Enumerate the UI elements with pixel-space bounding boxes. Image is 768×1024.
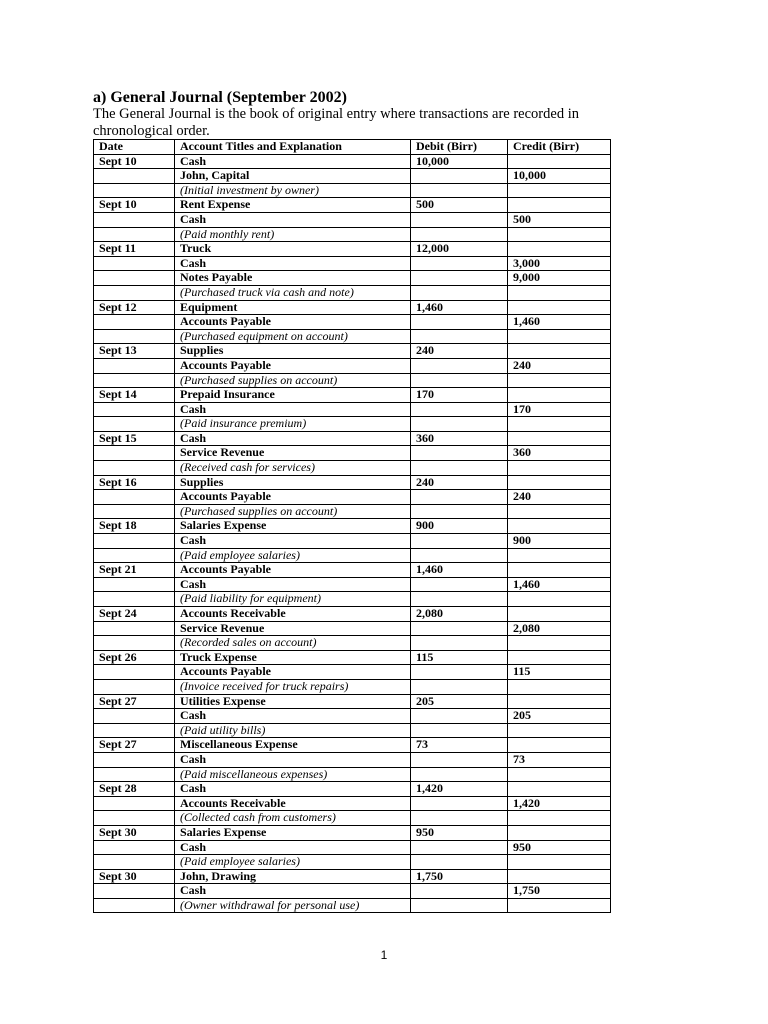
account-title: Cash (175, 212, 411, 227)
table-row (94, 461, 611, 476)
entry-date-empty (94, 723, 175, 738)
table-row (94, 431, 611, 446)
account-title: Accounts Payable (175, 315, 411, 330)
table-row (94, 198, 611, 213)
table-row (94, 300, 611, 315)
entry-date (94, 446, 175, 461)
account-title: Supplies (175, 344, 411, 359)
credit-amount (508, 300, 611, 315)
account-title: Accounts Receivable (175, 607, 411, 622)
debit-amount (411, 534, 508, 549)
debit-amount (411, 358, 508, 373)
table-row (94, 329, 611, 344)
table-row (94, 650, 611, 665)
account-title: Salaries Expense (175, 519, 411, 534)
account-title: Rent Expense (175, 198, 411, 213)
account-title: Cash (175, 840, 411, 855)
credit-amount (508, 475, 611, 490)
entry-explanation: (Paid utility bills) (175, 723, 411, 738)
entry-date: Sept 14 (94, 388, 175, 403)
table-row (94, 344, 611, 359)
entry-date-empty (94, 811, 175, 826)
debit-amount-empty (411, 373, 508, 388)
credit-amount-empty (508, 548, 611, 563)
credit-amount (508, 694, 611, 709)
account-title: Miscellaneous Expense (175, 738, 411, 753)
debit-amount: 73 (411, 738, 508, 753)
credit-amount-empty (508, 592, 611, 607)
entry-date: Sept 11 (94, 242, 175, 257)
account-title: John, Drawing (175, 869, 411, 884)
credit-amount: 1,420 (508, 796, 611, 811)
account-title: Accounts Payable (175, 563, 411, 578)
table-row (94, 825, 611, 840)
entry-date-empty (94, 679, 175, 694)
entry-date: Sept 15 (94, 431, 175, 446)
credit-amount: 205 (508, 709, 611, 724)
table-row (94, 782, 611, 797)
credit-amount (508, 650, 611, 665)
table-row (94, 738, 611, 753)
account-title: Notes Payable (175, 271, 411, 286)
table-row (94, 169, 611, 184)
credit-amount (508, 825, 611, 840)
entry-date (94, 621, 175, 636)
account-title: Cash (175, 782, 411, 797)
debit-amount (411, 212, 508, 227)
intro-paragraph: The General Journal is the book of original entry where transactions are recorded in chronological order. (93, 106, 579, 139)
account-title: Cash (175, 154, 411, 169)
entry-date (94, 665, 175, 680)
entry-date-empty (94, 285, 175, 300)
table-row (94, 388, 611, 403)
account-title: Cash (175, 431, 411, 446)
entry-date (94, 796, 175, 811)
table-row (94, 548, 611, 563)
table-row (94, 285, 611, 300)
table-row (94, 665, 611, 680)
page-number: 1 (380, 948, 388, 962)
credit-amount: 170 (508, 402, 611, 417)
entry-date: Sept 27 (94, 694, 175, 709)
account-title: Cash (175, 256, 411, 271)
debit-amount-empty (411, 285, 508, 300)
debit-amount: 1,460 (411, 300, 508, 315)
account-title: Cash (175, 577, 411, 592)
debit-amount-empty (411, 898, 508, 913)
entry-date: Sept 30 (94, 825, 175, 840)
table-row (94, 227, 611, 242)
credit-amount (508, 388, 611, 403)
table-row (94, 212, 611, 227)
debit-amount: 950 (411, 825, 508, 840)
entry-date (94, 840, 175, 855)
table-row (94, 607, 611, 622)
table-row (94, 446, 611, 461)
entry-explanation: (Invoice received for truck repairs) (175, 679, 411, 694)
debit-amount-empty (411, 461, 508, 476)
account-title: Accounts Payable (175, 358, 411, 373)
table-row (94, 767, 611, 782)
debit-amount: 240 (411, 475, 508, 490)
header-credit: Credit (Birr) (508, 140, 611, 155)
table-row (94, 490, 611, 505)
credit-amount-empty (508, 461, 611, 476)
table-row (94, 796, 611, 811)
debit-amount (411, 490, 508, 505)
entry-date (94, 490, 175, 505)
credit-amount: 10,000 (508, 169, 611, 184)
entry-date-empty (94, 504, 175, 519)
table-row (94, 183, 611, 198)
entry-date (94, 752, 175, 767)
credit-amount (508, 563, 611, 578)
table-row (94, 256, 611, 271)
debit-amount-empty (411, 855, 508, 870)
debit-amount-empty (411, 417, 508, 432)
entry-date-empty (94, 548, 175, 563)
credit-amount: 500 (508, 212, 611, 227)
debit-amount: 170 (411, 388, 508, 403)
account-title: John, Capital (175, 169, 411, 184)
debit-amount: 1,460 (411, 563, 508, 578)
debit-amount (411, 169, 508, 184)
credit-amount: 1,460 (508, 577, 611, 592)
entry-date: Sept 16 (94, 475, 175, 490)
debit-amount: 10,000 (411, 154, 508, 169)
account-title: Cash (175, 709, 411, 724)
table-row (94, 898, 611, 913)
credit-amount: 240 (508, 490, 611, 505)
credit-amount: 1,750 (508, 884, 611, 899)
entry-explanation: (Paid miscellaneous expenses) (175, 767, 411, 782)
entry-explanation: (Paid monthly rent) (175, 227, 411, 242)
credit-amount (508, 607, 611, 622)
debit-amount-empty (411, 636, 508, 651)
credit-amount (508, 869, 611, 884)
debit-amount: 115 (411, 650, 508, 665)
table-row (94, 869, 611, 884)
credit-amount-empty (508, 679, 611, 694)
credit-amount (508, 431, 611, 446)
account-title: Utilities Expense (175, 694, 411, 709)
table-row (94, 577, 611, 592)
credit-amount-empty (508, 329, 611, 344)
debit-amount-empty (411, 679, 508, 694)
header-account: Account Titles and Explanation (175, 140, 411, 155)
entry-date (94, 169, 175, 184)
entry-date (94, 256, 175, 271)
credit-amount-empty (508, 183, 611, 198)
credit-amount: 3,000 (508, 256, 611, 271)
entry-date: Sept 24 (94, 607, 175, 622)
entry-explanation: (Owner withdrawal for personal use) (175, 898, 411, 913)
credit-amount-empty (508, 723, 611, 738)
entry-date (94, 884, 175, 899)
debit-amount-empty (411, 183, 508, 198)
entry-explanation: (Received cash for services) (175, 461, 411, 476)
table-row (94, 315, 611, 330)
account-title: Cash (175, 752, 411, 767)
credit-amount-empty (508, 373, 611, 388)
credit-amount: 900 (508, 534, 611, 549)
account-title: Service Revenue (175, 446, 411, 461)
entry-date-empty (94, 767, 175, 782)
debit-amount (411, 315, 508, 330)
account-title: Accounts Receivable (175, 796, 411, 811)
debit-amount (411, 840, 508, 855)
debit-amount-empty (411, 548, 508, 563)
credit-amount (508, 242, 611, 257)
debit-amount: 500 (411, 198, 508, 213)
table-row (94, 694, 611, 709)
entry-date (94, 358, 175, 373)
account-title: Cash (175, 884, 411, 899)
debit-amount: 205 (411, 694, 508, 709)
debit-amount (411, 796, 508, 811)
entry-date: Sept 27 (94, 738, 175, 753)
entry-date-empty (94, 898, 175, 913)
table-row (94, 840, 611, 855)
page-title: a) General Journal (September 2002) (93, 89, 347, 106)
entry-date-empty (94, 592, 175, 607)
entry-explanation: (Purchased truck via cash and note) (175, 285, 411, 300)
debit-amount (411, 271, 508, 286)
debit-amount (411, 884, 508, 899)
table-row (94, 621, 611, 636)
debit-amount: 2,080 (411, 607, 508, 622)
table-row (94, 417, 611, 432)
account-title: Accounts Payable (175, 490, 411, 505)
general-journal-table (93, 139, 611, 913)
credit-amount (508, 198, 611, 213)
credit-amount: 950 (508, 840, 611, 855)
entry-date-empty (94, 227, 175, 242)
header-date: Date (94, 140, 175, 155)
table-row (94, 636, 611, 651)
entry-date-empty (94, 417, 175, 432)
entry-date-empty (94, 636, 175, 651)
debit-amount (411, 446, 508, 461)
debit-amount: 900 (411, 519, 508, 534)
entry-date: Sept 10 (94, 198, 175, 213)
entry-explanation: (Paid insurance premium) (175, 417, 411, 432)
debit-amount-empty (411, 723, 508, 738)
debit-amount-empty (411, 592, 508, 607)
entry-date: Sept 13 (94, 344, 175, 359)
table-row (94, 402, 611, 417)
entry-explanation: (Paid employee salaries) (175, 548, 411, 563)
entry-date: Sept 28 (94, 782, 175, 797)
entry-explanation: (Recorded sales on account) (175, 636, 411, 651)
account-title: Equipment (175, 300, 411, 315)
account-title: Prepaid Insurance (175, 388, 411, 403)
entry-date (94, 402, 175, 417)
debit-amount: 1,420 (411, 782, 508, 797)
entry-date (94, 315, 175, 330)
credit-amount: 2,080 (508, 621, 611, 636)
table-row (94, 855, 611, 870)
credit-amount-empty (508, 767, 611, 782)
table-row (94, 811, 611, 826)
debit-amount: 12,000 (411, 242, 508, 257)
table-row (94, 271, 611, 286)
table-row (94, 242, 611, 257)
entry-date-empty (94, 183, 175, 198)
entry-date (94, 709, 175, 724)
debit-amount (411, 621, 508, 636)
credit-amount-empty (508, 636, 611, 651)
entry-explanation: (Paid employee salaries) (175, 855, 411, 870)
debit-amount-empty (411, 504, 508, 519)
entry-explanation: (Purchased supplies on account) (175, 504, 411, 519)
entry-date: Sept 10 (94, 154, 175, 169)
debit-amount: 360 (411, 431, 508, 446)
table-row (94, 709, 611, 724)
table-row (94, 534, 611, 549)
credit-amount (508, 738, 611, 753)
entry-explanation: (Paid liability for equipment) (175, 592, 411, 607)
table-row (94, 723, 611, 738)
entry-explanation: (Purchased equipment on account) (175, 329, 411, 344)
account-title: Supplies (175, 475, 411, 490)
entry-explanation: (Purchased supplies on account) (175, 373, 411, 388)
entry-date: Sept 18 (94, 519, 175, 534)
entry-date (94, 271, 175, 286)
credit-amount: 115 (508, 665, 611, 680)
credit-amount (508, 344, 611, 359)
entry-date-empty (94, 461, 175, 476)
table-row (94, 475, 611, 490)
entry-date-empty (94, 855, 175, 870)
credit-amount: 73 (508, 752, 611, 767)
account-title: Truck (175, 242, 411, 257)
credit-amount-empty (508, 898, 611, 913)
entry-explanation: (Collected cash from customers) (175, 811, 411, 826)
table-row (94, 679, 611, 694)
debit-amount (411, 402, 508, 417)
table-header-row (94, 140, 611, 155)
debit-amount-empty (411, 767, 508, 782)
table-row (94, 884, 611, 899)
entry-date: Sept 12 (94, 300, 175, 315)
entry-date-empty (94, 373, 175, 388)
entry-date (94, 577, 175, 592)
debit-amount (411, 665, 508, 680)
entry-date: Sept 26 (94, 650, 175, 665)
credit-amount-empty (508, 285, 611, 300)
credit-amount-empty (508, 811, 611, 826)
debit-amount (411, 256, 508, 271)
entry-explanation: (Initial investment by owner) (175, 183, 411, 198)
table-row (94, 154, 611, 169)
entry-date (94, 534, 175, 549)
account-title: Salaries Expense (175, 825, 411, 840)
debit-amount (411, 709, 508, 724)
credit-amount (508, 519, 611, 534)
account-title: Cash (175, 534, 411, 549)
account-title: Cash (175, 402, 411, 417)
credit-amount: 360 (508, 446, 611, 461)
debit-amount-empty (411, 329, 508, 344)
credit-amount: 1,460 (508, 315, 611, 330)
debit-amount-empty (411, 811, 508, 826)
credit-amount-empty (508, 504, 611, 519)
header-debit: Debit (Birr) (411, 140, 508, 155)
table-row (94, 519, 611, 534)
table-row (94, 752, 611, 767)
entry-date (94, 212, 175, 227)
credit-amount-empty (508, 227, 611, 242)
account-title: Truck Expense (175, 650, 411, 665)
table-row (94, 373, 611, 388)
credit-amount: 240 (508, 358, 611, 373)
entry-date-empty (94, 329, 175, 344)
debit-amount: 1,750 (411, 869, 508, 884)
table-row (94, 358, 611, 373)
table-row (94, 504, 611, 519)
entry-date: Sept 30 (94, 869, 175, 884)
table-row (94, 592, 611, 607)
credit-amount-empty (508, 417, 611, 432)
account-title: Accounts Payable (175, 665, 411, 680)
credit-amount (508, 154, 611, 169)
credit-amount (508, 782, 611, 797)
credit-amount: 9,000 (508, 271, 611, 286)
debit-amount (411, 752, 508, 767)
entry-date: Sept 21 (94, 563, 175, 578)
debit-amount: 240 (411, 344, 508, 359)
debit-amount-empty (411, 227, 508, 242)
credit-amount-empty (508, 855, 611, 870)
account-title: Service Revenue (175, 621, 411, 636)
debit-amount (411, 577, 508, 592)
table-row (94, 563, 611, 578)
journal-body (94, 154, 611, 913)
